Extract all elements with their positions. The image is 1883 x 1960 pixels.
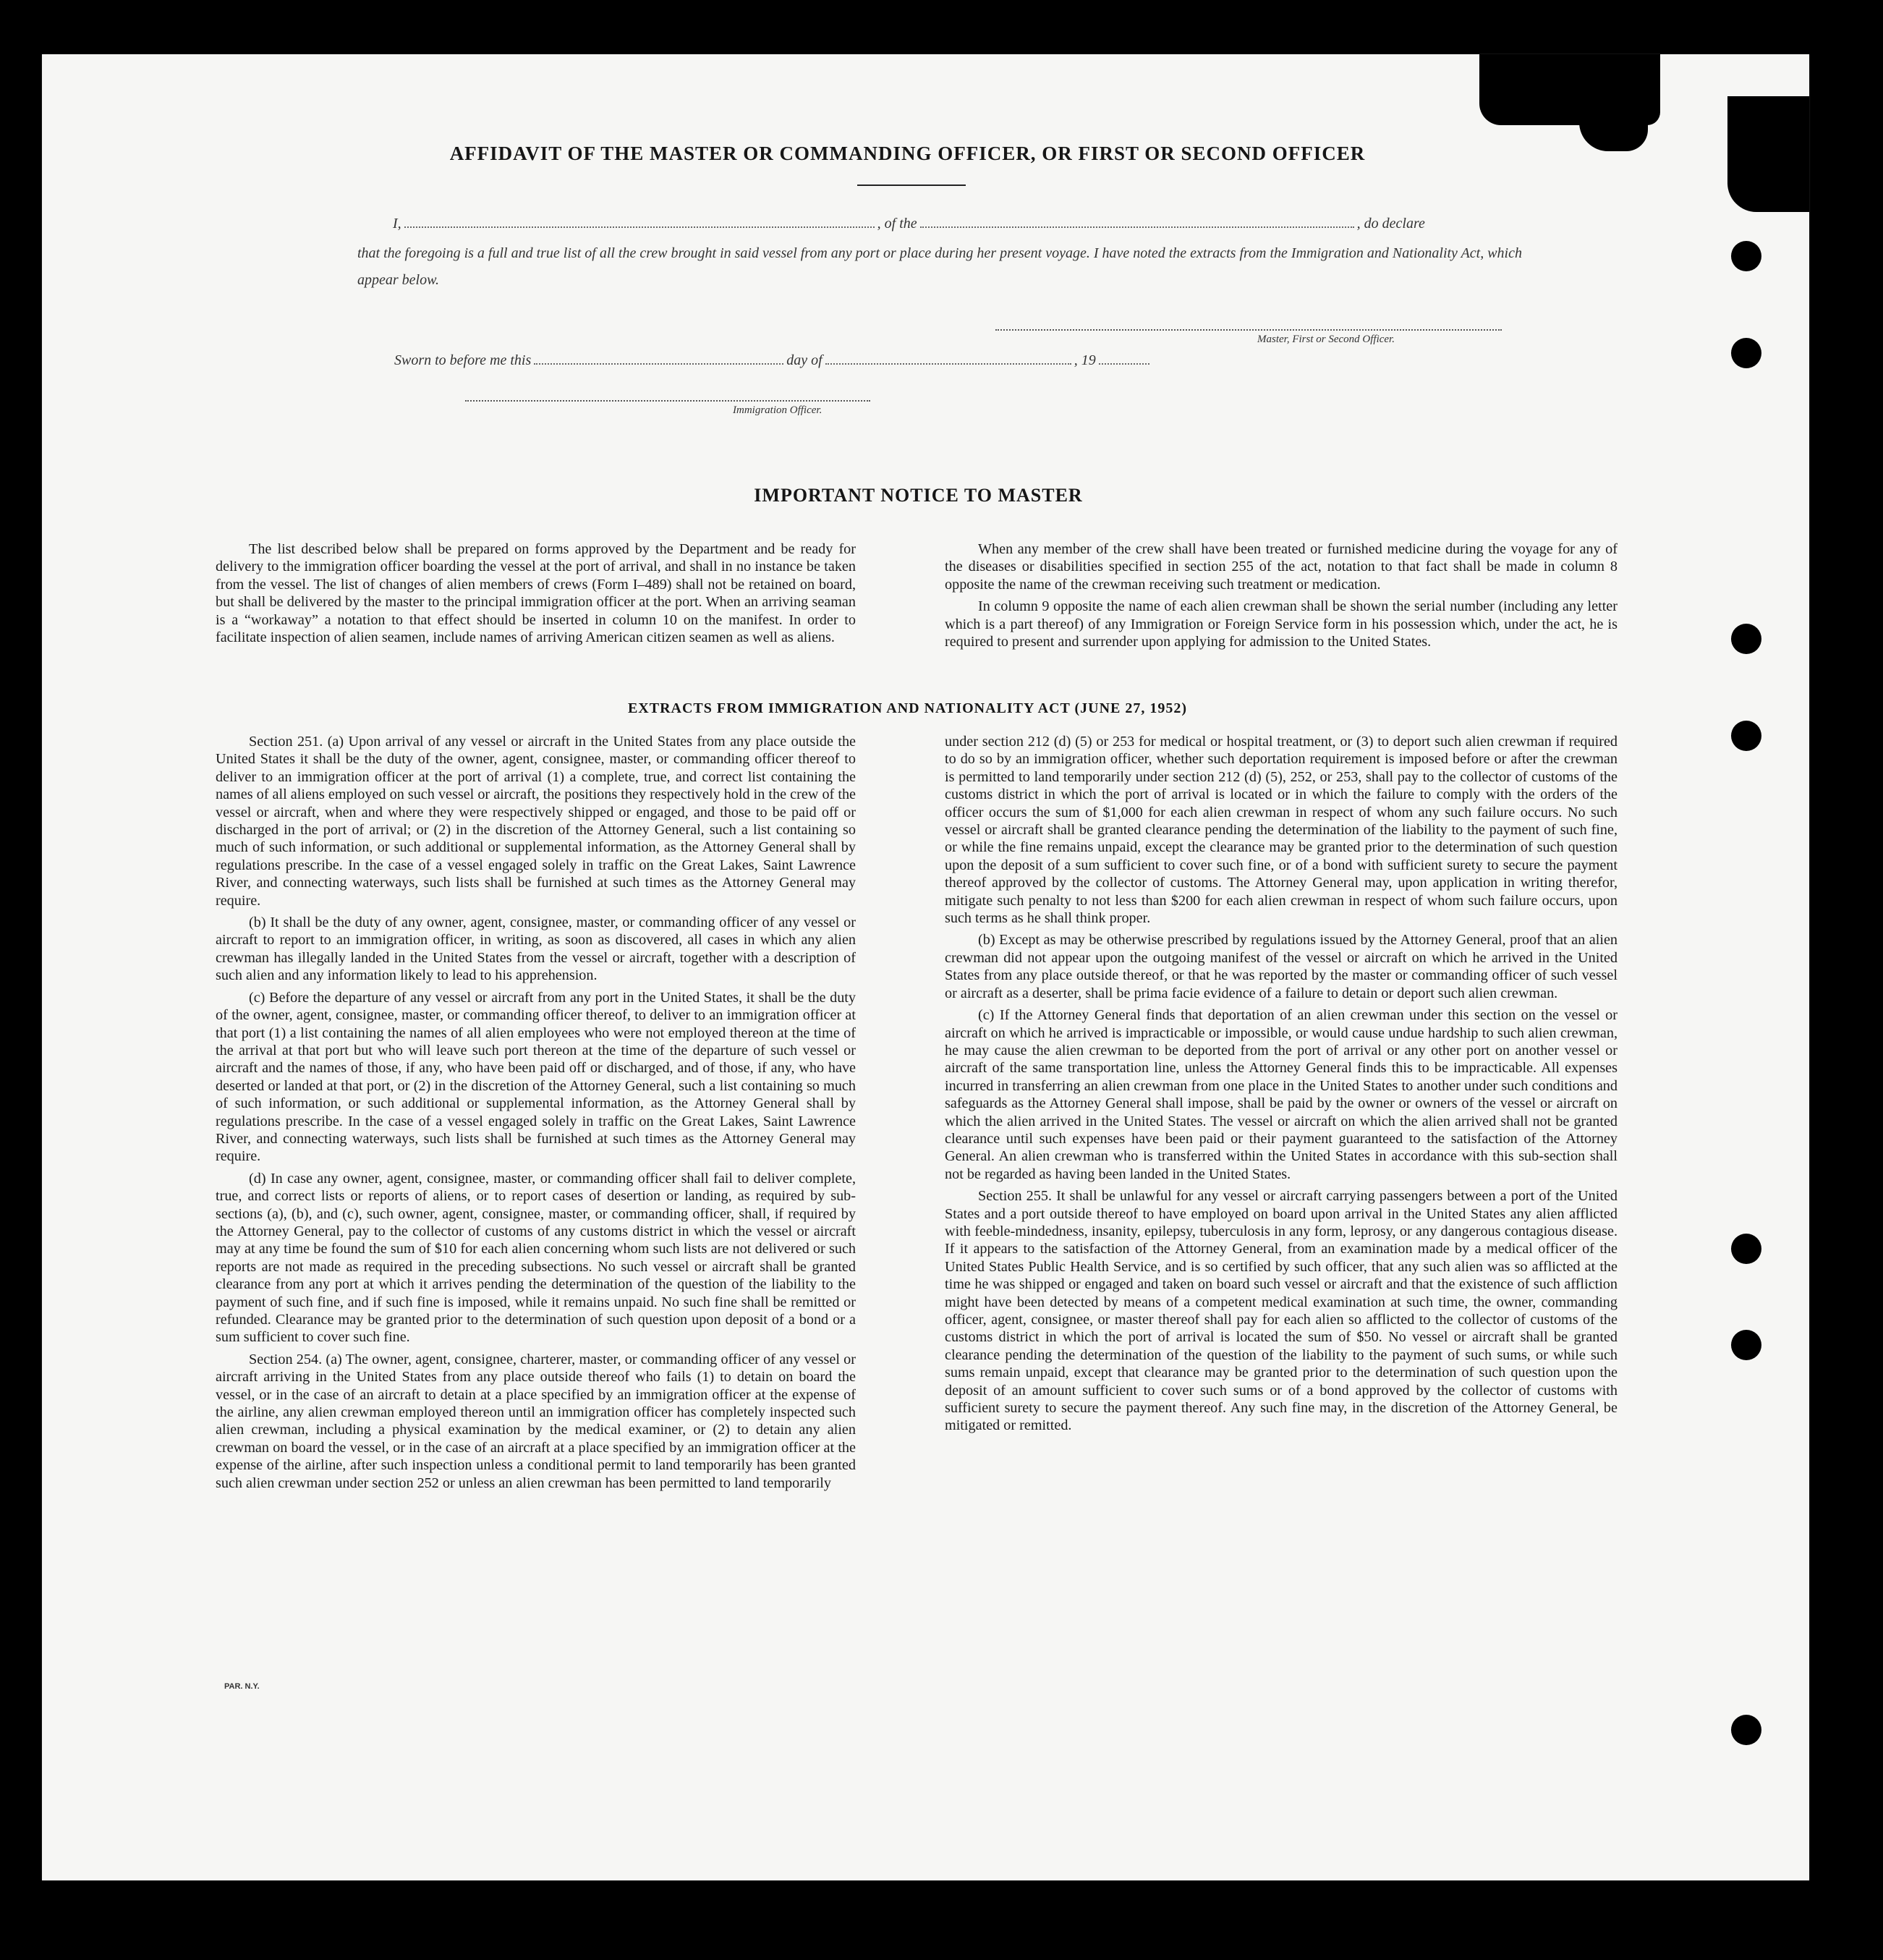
year-blank[interactable] [1099, 362, 1149, 365]
section-254a: Section 254. (a) The owner, agent, consignee, charterer, master, or commanding officer of any vessel or aircraft arriving in the United States from any place outside thereof who fails (1) to detain on board the vessel, or in the case of an aircraft to detain at a place specified by an immigration officer at the expense of the airline, any alien crewman employed thereon until an immigration officer has completely inspected such alien crewman, including a physical examination by the medical examiner, or (2) to detain any alien crewman on board the vessel, or in the case of an aircraft at a place specified by an immigration officer at the expense of the airline, after such inspection unless a conditional permit to land temporarily has been granted such alien crewman under section 252 or unless an alien crewman has been permitted to land temporarily [216, 1351, 856, 1491]
punch-hole [1731, 338, 1761, 368]
declaration-text: that the foregoing is a full and true list of all the crew brought in said vessel from any port or place during her present voyage. I have noted the extracts from the Immigration and Nationality Act, which appear below. [357, 245, 1522, 288]
notice-paragraph: When any member of the crew shall have been treated or furnished medicine during the voyage for any of the diseases or disabilities specified in section 255 of the act, notation to that fact shall be made in column 8 opposite the name of the crewman receiving such treatment or medication. [945, 541, 1618, 593]
vessel-blank[interactable] [920, 226, 1354, 228]
punch-hole [1731, 721, 1761, 751]
affidavit-title: AFFIDAVIT OF THE MASTER OR COMMANDING OFFICER, OR FIRST OR SECOND OFFICER [449, 143, 1366, 164]
punch-hole [1731, 241, 1761, 271]
extracts-left-column [216, 733, 856, 1492]
punch-hole [1731, 1715, 1761, 1745]
year-label: , 19 [1074, 352, 1096, 368]
master-signature-label: Master, First or Second Officer. [1257, 334, 1395, 345]
do-declare-label: , do declare [1356, 216, 1425, 232]
sworn-line [394, 352, 1152, 369]
notice-right-column [945, 540, 1618, 650]
notice-paragraph: In column 9 opposite the name of each alien crewman shall be shown the serial number (including any letter which is a part thereof) of any Immigration or Foreign Service form in his possession which, under the act, he is required to present and surrender upon applying for admission to the United States. [945, 598, 1618, 650]
section-255: Section 255. It shall be unlawful for any vessel or aircraft carrying passengers between a port of the United States and a port outside thereof to have employed on board upon arrival in the United States any alien afflicted with feeble-mindedness, insanity, epilepsy, tuberculosis in any form, leprosy, or any dangerous contagious disease. If it appears to the satisfaction of the Attorney General, from an examination made by a medical officer of the United States Public Health Service, and is so certified by such officer, that any such alien was so afflicted at the time he was shipped or engaged and taken on board such vessel or aircraft and that the existence of such affliction might have been detected by means of a competent medical examination at such time, the owner, commanding officer, agent, consignee, or master thereof shall pay for each alien so afflicted to the collector of customs of the customs district in which the port of arrival is located the sum of $50. No vessel or aircraft shall be granted clearance pending the determination of the question of the liability to the payment of such sums, or while such sums remain unpaid, except that clearance may be granted prior to the determination of such question upon the deposit of an amount sufficient to cover such sums or of a bond approved by the collector of customs with sufficient surety to secure the payment thereof. Any such fine may, in the discretion of the Attorney General, be mitigated or remitted. [945, 1188, 1618, 1434]
print-code: PAR. N.Y. [224, 1682, 260, 1691]
sworn-label: Sworn to before me this [394, 352, 532, 368]
of-the-label: , of the [877, 216, 917, 232]
officer-signature-line[interactable] [465, 400, 870, 402]
name-blank[interactable] [404, 226, 875, 228]
section-251a: Section 251. (a) Upon arrival of any vessel or aircraft in the United States from any place outside the United States it shall be the duty of the owner, agent, consignee, master, or commanding officer thereof to deliver to an immigration officer at the port of arrival (1) a complete, true, and correct list containing the names of all aliens employed on such vessel or aircraft, the positions they respectively hold in the crew of the vessel or aircraft, when and where they were respectively shipped or engaged, and those to be paid off or discharged in the port of arrival; or (2) in the discretion of the Attorney General, such a list containing so much of such information, or such additional or supplemental information, as the Attorney General shall by regulations prescribe. In the case of a vessel engaged solely in traffic on the Great Lakes, Saint Lawrence River, and connecting waterways, such lists shall be furnished at such times as the Attorney General may require. [216, 734, 856, 909]
title-divider [857, 184, 966, 186]
extracts-right-column [945, 733, 1618, 1435]
punch-hole [1731, 1234, 1761, 1264]
day-blank[interactable] [534, 362, 783, 365]
declarant-line [393, 216, 1425, 232]
section-254b: (b) Except as may be otherwise prescribed by regulations issued by the Attorney General, proof that an alien crewman did not appear upon the outgoing manifest of the vessel or aircraft on which he arrived in the United States from any place outside thereof, or that he was reported by the master or commanding officer of such vessel or aircraft as a deserter, shall be prima facie evidence of a failure to detain or deport such alien crewman. [945, 932, 1618, 1001]
extracts-title: EXTRACTS FROM IMMIGRATION AND NATIONALITY ACT (JUNE 27, 1952) [627, 700, 1188, 716]
section-251c: (c) Before the departure of any vessel or aircraft from any port in the United States, it shall be the duty of the owner, agent, consignee, master, or commanding officer thereof, to deliver to an immigration officer at that port (1) a list containing the names of all alien employees who were not employed thereon at the time of the arrival at that port but who will leave such port thereon at the time of the departure of such vessel or aircraft and the names of those, if any, who have been paid off or discharged, and of those, if any, who have deserted or landed at that port, or (2) in the discretion of the Attorney General, such a list containing so much of such information, or such additional or supplemental information, as the Attorney General shall by regulations prescribe. In the case of a vessel engaged solely in traffic on the Great Lakes, Saint Lawrence River, and connecting waterways, such lists shall be furnished at such times as the Attorney General may require. [216, 989, 856, 1165]
section-254c: (c) If the Attorney General finds that deportation of an alien crewman under this section on the vessel or aircraft on which he arrived is impracticable or impossible, or would cause undue hardship to such alien crewman, he may cause the alien crewman to be deported from the port of arrival or any other port on another vessel or aircraft of the same transportation line, unless the Attorney General finds this to be impracticable. All expenses incurred in transferring an alien crewman from one place in the United States to another under such conditions and safeguards as the Attorney General shall impose, shall be paid by the owner or owners of the vessel or aircraft on which the alien arrived in the United States. The vessel or aircraft on which the alien arrived shall not be granted clearance until such expenses have been paid or their payment guaranteed to the satisfaction of the Attorney General. An alien crewman who is transferred within the United States in accordance with this sub-section shall not be regarded as having been landed in the United States. [945, 1007, 1618, 1182]
notice-title: IMPORTANT NOTICE TO MASTER [754, 485, 1083, 506]
month-blank[interactable] [825, 362, 1071, 365]
section-251d: (d) In case any owner, agent, consignee, master, or commanding officer shall fail to deliver complete, true, and correct lists or reports of aliens, or to report cases of desertion or landing, as required by sub-sections (a), (b), and (c), such owner, agent, consignee, master, or commanding officer, shall, if required by the Attorney General, pay to the collector of customs of any customs district in which the vessel or aircraft may at any time be found the sum of $10 for each alien concerning whom such lists are not delivered or such reports are not made as required in the preceding subsections. No such vessel or aircraft shall be granted clearance from any port at which it arrives pending the determination of the question of the liability to the payment of such fine, and if such fine is imposed, while it remains unpaid. No such fine shall be remitted or refunded. Clearance may be granted prior to the determination of such question upon deposit of a bond or a sum sufficient to cover such fine. [216, 1170, 856, 1346]
declarant-label: I, [393, 216, 401, 232]
document-page [42, 54, 1809, 1880]
notice-left-column [216, 540, 856, 646]
officer-signature-label: Immigration Officer. [733, 404, 823, 416]
section-254a-continued: under section 212 (d) (5) or 253 for medical or hospital treatment, or (3) to deport such alien crewman if required to do so by an immigration officer, whether such deportation requirement is imposed before or after the crewman is permitted to land temporarily under section 212 (d) (5), 252, or 253, shall pay to the collector of customs of the customs district in which the port of arrival is located or in which the failure to comply with the orders of the officer occurs the sum of $1,000 for each alien crewman in respect of whom any such failure occurs. No such vessel or aircraft shall be granted clearance pending the determination of the liability to the payment of such fine, or while the fine remains unpaid, except the clearance may be granted prior to the determination of such question upon the deposit of a sum sufficient to cover such fine, or of a bond with sufficient surety to secure the payment thereof approved by the collector of customs. The Attorney General may, upon application in writing therefor, mitigate such penalty to not less than $200 for each alien crewman in respect of whom such failure occurs, upon such terms as he shall think proper. [945, 734, 1618, 927]
punch-hole [1731, 624, 1761, 654]
section-251b: (b) It shall be the duty of any owner, agent, consignee, master, or commanding officer of any vessel or aircraft to report to an immigration officer, in writing, as soon as discovered, all cases in which any alien crewman has illegally landed in the United States from the vessel or aircraft, together with a description of such alien and any information likely to lead to his apprehension. [216, 915, 856, 984]
master-signature-line[interactable] [995, 329, 1502, 331]
day-of-label: day of [786, 352, 823, 368]
notice-paragraph: The list described below shall be prepared on forms approved by the Department and be ready for delivery to the immigration officer boarding the vessel at the port of arrival, and shall in no instance be taken from the vessel. The list of changes of alien members of crews (Form I–489) shall not be retained on board, but shall be delivered by the master to the principal immigration officer at the port. When an arriving seaman is a “workaway” a notation to that effect should be inserted in column 10 on the manifest. In order to facilitate inspection of alien seamen, include names of arriving American citizen seamen as well as aliens. [216, 541, 856, 646]
punch-hole [1731, 1330, 1761, 1360]
